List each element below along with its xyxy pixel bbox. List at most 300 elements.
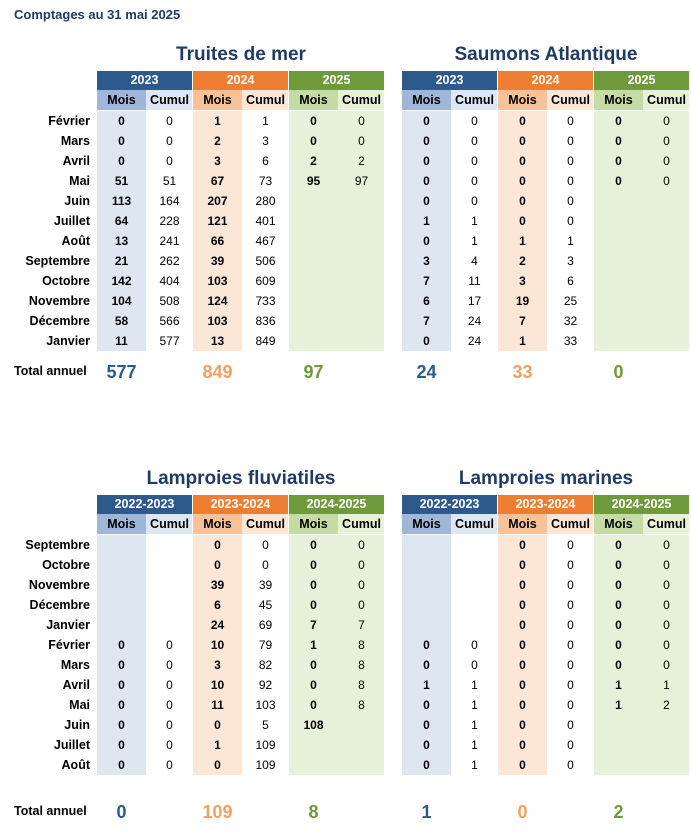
mois-cell: 124 xyxy=(207,294,228,308)
block-title: Truites de mer xyxy=(176,44,306,65)
mois-label: Mois xyxy=(299,93,328,107)
mois-cell: 0 xyxy=(423,334,430,348)
period-header: 2024 xyxy=(498,71,593,90)
period-header: 2023-2024 xyxy=(193,495,288,514)
cumul-cell: 0 xyxy=(471,174,478,188)
cumul-cell: 1 xyxy=(567,234,574,248)
mois-cell: 0 xyxy=(423,638,430,652)
cumul-cell: 262 xyxy=(159,254,180,268)
mois-cell: 0 xyxy=(310,578,317,592)
cumul-cell: 4 xyxy=(471,254,478,268)
mois-cell: 0 xyxy=(118,758,125,772)
mois-cell: 0 xyxy=(519,154,526,168)
cumul-cell: 0 xyxy=(567,758,574,772)
mois-cell xyxy=(289,755,338,775)
cumul-cell: 2 xyxy=(358,154,365,168)
mois-cell xyxy=(594,331,643,351)
cumul-cell: 24 xyxy=(467,314,482,328)
mois-cell: 0 xyxy=(310,558,317,572)
mois-cell: 0 xyxy=(519,598,526,612)
total-label: Total annuel xyxy=(14,804,87,818)
cumul-cell xyxy=(643,271,690,291)
mois-cell: 0 xyxy=(519,678,526,692)
mois-cell xyxy=(594,291,643,311)
mois-cell: 0 xyxy=(519,658,526,672)
mois-cell: 0 xyxy=(118,678,125,692)
mois-cell: 7 xyxy=(310,618,317,632)
cumul-cell: 0 xyxy=(166,658,173,672)
mois-cell xyxy=(594,231,643,251)
period-header: 2022-2023 xyxy=(97,495,192,514)
cumul-cell xyxy=(338,231,385,251)
mois-cell: 1 xyxy=(214,114,221,128)
cumul-cell: 0 xyxy=(471,154,478,168)
mois-cell: 207 xyxy=(207,194,228,208)
mois-cell xyxy=(289,231,338,251)
mois-cell: 0 xyxy=(519,558,526,572)
mois-cell xyxy=(289,211,338,231)
block-title: Lamproies marines xyxy=(458,468,634,489)
cumul-cell xyxy=(338,331,385,351)
cumul-cell: 8 xyxy=(358,658,365,672)
cumul-cell: 0 xyxy=(471,134,478,148)
cumul-cell xyxy=(643,755,690,775)
mois-cell xyxy=(97,615,146,635)
cumul-cell xyxy=(643,211,690,231)
cumul-cell: 836 xyxy=(255,314,276,328)
column-subheader xyxy=(402,514,497,534)
column-subheader xyxy=(193,90,288,110)
total-value: 109 xyxy=(202,802,233,822)
cumul-cell xyxy=(643,715,690,735)
cumul-cell xyxy=(338,211,385,231)
cumul-cell xyxy=(451,555,498,575)
mois-cell: 11 xyxy=(211,698,224,712)
cumul-cell: 733 xyxy=(255,294,276,308)
column-subheader xyxy=(498,90,593,110)
cumul-cell xyxy=(451,615,498,635)
mois-cell: 1 xyxy=(214,738,221,752)
cumul-cell xyxy=(146,575,193,595)
mois-cell: 0 xyxy=(310,658,317,672)
mois-cell: 58 xyxy=(114,314,129,328)
mois-label: Mois xyxy=(299,517,328,531)
period-header: 2025 xyxy=(289,71,384,90)
mois-cell xyxy=(402,595,451,615)
mois-cell: 7 xyxy=(519,314,526,328)
mois-cell xyxy=(594,755,643,775)
mois-cell: 0 xyxy=(519,174,526,188)
cumul-cell: 0 xyxy=(663,134,670,148)
mois-cell xyxy=(594,251,643,271)
mois-cell: 0 xyxy=(615,618,622,632)
cumul-cell: 0 xyxy=(166,678,173,692)
mois-cell: 0 xyxy=(519,114,526,128)
mois-cell: 0 xyxy=(118,718,125,732)
cumul-cell xyxy=(338,311,385,331)
cumul-cell: 1 xyxy=(471,698,478,712)
total-value: 0 xyxy=(517,802,528,822)
cumul-cell: 1 xyxy=(663,678,670,692)
mois-cell: 0 xyxy=(310,678,317,692)
period-header: 2022-2023 xyxy=(402,495,497,514)
cumul-cell xyxy=(146,555,193,575)
mois-cell: 0 xyxy=(310,698,317,712)
cumul-cell: 0 xyxy=(567,558,574,572)
column-subheader xyxy=(498,514,593,534)
mois-cell: 67 xyxy=(210,174,225,188)
cumul-cell: 0 xyxy=(358,114,365,128)
mois-label: Mois xyxy=(604,93,633,107)
cumul-cell: 401 xyxy=(255,214,276,228)
mois-cell: 0 xyxy=(118,134,125,148)
cumul-cell xyxy=(146,595,193,615)
month-label: Février xyxy=(48,638,90,652)
cumul-cell xyxy=(643,191,690,211)
mois-cell xyxy=(289,291,338,311)
cumul-cell xyxy=(338,735,385,755)
cumul-cell: 0 xyxy=(663,174,670,188)
mois-cell: 0 xyxy=(519,194,526,208)
period-header: 2024 xyxy=(193,71,288,90)
total-label: Total annuel xyxy=(14,364,87,378)
cumul-cell: 467 xyxy=(255,234,276,248)
cumul-cell xyxy=(643,331,690,351)
mois-cell: 0 xyxy=(310,598,317,612)
cumul-cell: 6 xyxy=(567,274,574,288)
month-label: Juin xyxy=(64,718,90,732)
cumul-cell xyxy=(338,715,385,735)
mois-cell: 0 xyxy=(310,134,317,148)
cumul-cell xyxy=(643,291,690,311)
period-header: 2023-2024 xyxy=(498,495,593,514)
cumul-label: Cumul xyxy=(647,517,686,531)
cumul-cell: 109 xyxy=(255,758,276,772)
mois-cell: 0 xyxy=(310,114,317,128)
cumul-cell: 32 xyxy=(563,314,578,328)
total-value: 2 xyxy=(613,802,624,822)
mois-cell xyxy=(594,271,643,291)
mois-cell: 0 xyxy=(214,758,221,772)
cumul-cell: 0 xyxy=(567,134,574,148)
month-label: Mai xyxy=(69,174,90,188)
mois-label: Mois xyxy=(412,93,441,107)
mois-cell: 0 xyxy=(519,738,526,752)
mois-cell xyxy=(97,555,146,575)
cumul-cell: 0 xyxy=(663,538,670,552)
cumul-cell xyxy=(338,755,385,775)
cumul-cell: 0 xyxy=(663,558,670,572)
mois-cell: 0 xyxy=(423,698,430,712)
cumul-cell: 404 xyxy=(159,274,180,288)
mois-cell: 1 xyxy=(615,698,622,712)
cumul-cell: 1 xyxy=(471,678,478,692)
mois-cell: 19 xyxy=(515,294,530,308)
cumul-cell: 0 xyxy=(567,114,574,128)
mois-cell: 39 xyxy=(210,254,225,268)
month-label: Septembre xyxy=(25,254,90,268)
period-header: 2024-2025 xyxy=(594,495,689,514)
mois-cell: 2 xyxy=(214,134,221,148)
cumul-cell xyxy=(643,311,690,331)
cumul-cell xyxy=(451,575,498,595)
mois-cell: 0 xyxy=(519,698,526,712)
cumul-cell: 0 xyxy=(567,658,574,672)
month-label: Octobre xyxy=(42,274,90,288)
total-value: 8 xyxy=(308,802,319,822)
mois-cell: 103 xyxy=(207,274,228,288)
mois-cell xyxy=(402,555,451,575)
mois-cell xyxy=(402,575,451,595)
mois-cell: 0 xyxy=(310,538,317,552)
cumul-cell: 0 xyxy=(166,758,173,772)
mois-label: Mois xyxy=(107,517,136,531)
cumul-cell: 1 xyxy=(471,234,478,248)
mois-cell: 11 xyxy=(115,334,128,348)
mois-cell: 64 xyxy=(114,214,129,228)
column-subheader xyxy=(97,514,192,534)
cumul-cell xyxy=(643,231,690,251)
total-value: 577 xyxy=(106,362,137,382)
month-label: Novembre xyxy=(28,294,90,308)
cumul-label: Cumul xyxy=(150,517,189,531)
total-value: 1 xyxy=(421,802,432,822)
month-label: Septembre xyxy=(25,538,90,552)
mois-cell: 0 xyxy=(423,134,430,148)
cumul-cell: 0 xyxy=(166,638,173,652)
mois-cell: 113 xyxy=(111,194,132,208)
mois-label: Mois xyxy=(508,517,537,531)
column-subheader xyxy=(594,90,689,110)
month-label: Juillet xyxy=(53,738,90,752)
mois-cell: 0 xyxy=(423,234,430,248)
cumul-label: Cumul xyxy=(455,93,494,107)
cumul-cell: 0 xyxy=(567,738,574,752)
column-subheader xyxy=(97,90,192,110)
cumul-cell xyxy=(338,271,385,291)
mois-cell: 13 xyxy=(210,334,225,348)
month-label: Janvier xyxy=(46,618,90,632)
cumul-cell: 0 xyxy=(567,698,574,712)
cumul-cell: 0 xyxy=(358,558,365,572)
mois-cell: 0 xyxy=(118,738,125,752)
month-label: Février xyxy=(48,114,90,128)
mois-cell xyxy=(289,271,338,291)
mois-cell: 0 xyxy=(519,214,526,228)
mois-cell: 121 xyxy=(207,214,228,228)
mois-cell: 1 xyxy=(615,678,622,692)
column-subheader xyxy=(289,90,384,110)
cumul-cell: 0 xyxy=(471,658,478,672)
mois-cell: 108 xyxy=(303,718,324,732)
mois-cell: 0 xyxy=(519,578,526,592)
mois-cell: 3 xyxy=(423,254,430,268)
cumul-cell xyxy=(643,251,690,271)
column-subheader xyxy=(402,90,497,110)
cumul-cell: 506 xyxy=(255,254,276,268)
cumul-cell: 69 xyxy=(258,618,273,632)
mois-cell: 0 xyxy=(214,538,221,552)
cumul-cell: 609 xyxy=(255,274,276,288)
mois-cell: 0 xyxy=(118,154,125,168)
cumul-cell: 0 xyxy=(663,618,670,632)
cumul-label: Cumul xyxy=(455,517,494,531)
total-value: 97 xyxy=(303,362,324,382)
mois-cell xyxy=(594,735,643,755)
mois-cell: 0 xyxy=(423,114,430,128)
cumul-cell: 0 xyxy=(471,194,478,208)
cumul-cell: 0 xyxy=(567,174,574,188)
mois-cell: 0 xyxy=(615,578,622,592)
cumul-cell: 3 xyxy=(567,254,574,268)
mois-cell: 0 xyxy=(615,114,622,128)
cumul-cell: 5 xyxy=(262,718,269,732)
column-subheader xyxy=(193,514,288,534)
mois-label: Mois xyxy=(508,93,537,107)
mois-cell: 0 xyxy=(519,618,526,632)
mois-cell: 0 xyxy=(214,558,221,572)
cumul-cell: 25 xyxy=(563,294,578,308)
month-label: Mars xyxy=(60,134,90,148)
cumul-cell: 0 xyxy=(567,598,574,612)
cumul-cell: 39 xyxy=(258,578,273,592)
cumul-cell: 3 xyxy=(262,134,269,148)
mois-cell: 104 xyxy=(111,294,132,308)
mois-cell: 0 xyxy=(615,598,622,612)
mois-cell xyxy=(289,251,338,271)
mois-cell xyxy=(97,535,146,555)
mois-cell: 0 xyxy=(519,638,526,652)
cumul-cell: 241 xyxy=(159,234,180,248)
month-label: Juillet xyxy=(53,214,90,228)
mois-cell: 0 xyxy=(423,758,430,772)
month-label: Octobre xyxy=(42,558,90,572)
mois-cell: 51 xyxy=(114,174,129,188)
cumul-cell xyxy=(146,535,193,555)
cumul-cell: 566 xyxy=(159,314,180,328)
cumul-cell: 164 xyxy=(159,194,180,208)
cumul-cell: 2 xyxy=(663,698,670,712)
total-value: 0 xyxy=(116,802,127,822)
mois-cell: 6 xyxy=(423,294,430,308)
cumul-cell: 0 xyxy=(166,154,173,168)
mois-cell: 0 xyxy=(423,718,430,732)
mois-cell: 0 xyxy=(615,154,622,168)
cumul-cell: 0 xyxy=(358,538,365,552)
month-label: Juin xyxy=(64,194,90,208)
mois-cell: 3 xyxy=(519,274,526,288)
mois-cell: 1 xyxy=(519,234,526,248)
month-label: Août xyxy=(61,758,90,772)
mois-cell: 1 xyxy=(519,334,526,348)
cumul-cell: 0 xyxy=(567,638,574,652)
mois-cell: 0 xyxy=(118,114,125,128)
cumul-cell: 0 xyxy=(663,658,670,672)
mois-cell xyxy=(289,331,338,351)
cumul-cell: 0 xyxy=(663,154,670,168)
cumul-cell: 0 xyxy=(663,578,670,592)
mois-cell: 0 xyxy=(615,658,622,672)
mois-cell xyxy=(289,191,338,211)
cumul-cell: 0 xyxy=(663,598,670,612)
cumul-label: Cumul xyxy=(647,93,686,107)
cumul-cell: 0 xyxy=(262,538,269,552)
month-label: Décembre xyxy=(29,598,90,612)
mois-cell xyxy=(594,311,643,331)
mois-cell: 1 xyxy=(423,678,430,692)
month-label: Mars xyxy=(60,658,90,672)
column-subheader xyxy=(289,514,384,534)
mois-cell: 21 xyxy=(114,254,129,268)
cumul-cell: 577 xyxy=(159,334,180,348)
total-value: 0 xyxy=(613,362,624,382)
cumul-label: Cumul xyxy=(551,93,590,107)
cumul-cell: 79 xyxy=(258,638,273,652)
cumul-cell xyxy=(643,735,690,755)
cumul-cell: 8 xyxy=(358,678,365,692)
mois-cell: 0 xyxy=(615,638,622,652)
cumul-label: Cumul xyxy=(551,517,590,531)
mois-cell xyxy=(97,575,146,595)
mois-label: Mois xyxy=(203,517,232,531)
mois-cell: 0 xyxy=(519,758,526,772)
mois-cell xyxy=(402,535,451,555)
cumul-cell: 1 xyxy=(471,758,478,772)
month-label: Avril xyxy=(62,678,90,692)
cumul-cell: 0 xyxy=(567,618,574,632)
mois-cell: 39 xyxy=(210,578,225,592)
mois-cell: 0 xyxy=(519,718,526,732)
cumul-label: Cumul xyxy=(246,93,285,107)
mois-cell: 0 xyxy=(615,174,622,188)
cumul-cell xyxy=(338,251,385,271)
cumul-cell xyxy=(338,291,385,311)
mois-label: Mois xyxy=(412,517,441,531)
month-label: Novembre xyxy=(28,578,90,592)
mois-cell: 0 xyxy=(214,718,221,732)
mois-cell: 0 xyxy=(118,638,125,652)
cumul-cell: 0 xyxy=(358,134,365,148)
cumul-cell: 0 xyxy=(166,738,173,752)
period-header: 2023 xyxy=(402,71,497,90)
mois-cell: 7 xyxy=(423,274,430,288)
cumul-cell xyxy=(146,615,193,635)
block-title: Lamproies fluviatiles xyxy=(146,468,336,489)
mois-cell xyxy=(402,615,451,635)
cumul-cell: 0 xyxy=(358,598,365,612)
mois-cell: 103 xyxy=(207,314,228,328)
mois-cell: 0 xyxy=(423,194,430,208)
mois-cell: 6 xyxy=(214,598,221,612)
mois-cell: 0 xyxy=(519,538,526,552)
cumul-cell: 0 xyxy=(567,578,574,592)
cumul-cell: 280 xyxy=(255,194,276,208)
mois-cell: 1 xyxy=(423,214,430,228)
cumul-cell: 8 xyxy=(358,698,365,712)
total-value: 849 xyxy=(202,362,233,382)
cumul-cell: 508 xyxy=(159,294,180,308)
cumul-label: Cumul xyxy=(150,93,189,107)
period-header: 2025 xyxy=(594,71,689,90)
cumul-cell: 0 xyxy=(567,194,574,208)
month-label: Mai xyxy=(69,698,90,712)
mois-cell: 24 xyxy=(210,618,225,632)
mois-cell: 3 xyxy=(214,658,221,672)
cumul-cell: 109 xyxy=(255,738,276,752)
cumul-cell: 1 xyxy=(471,214,478,228)
cumul-label: Cumul xyxy=(246,517,285,531)
mois-cell: 3 xyxy=(214,154,221,168)
